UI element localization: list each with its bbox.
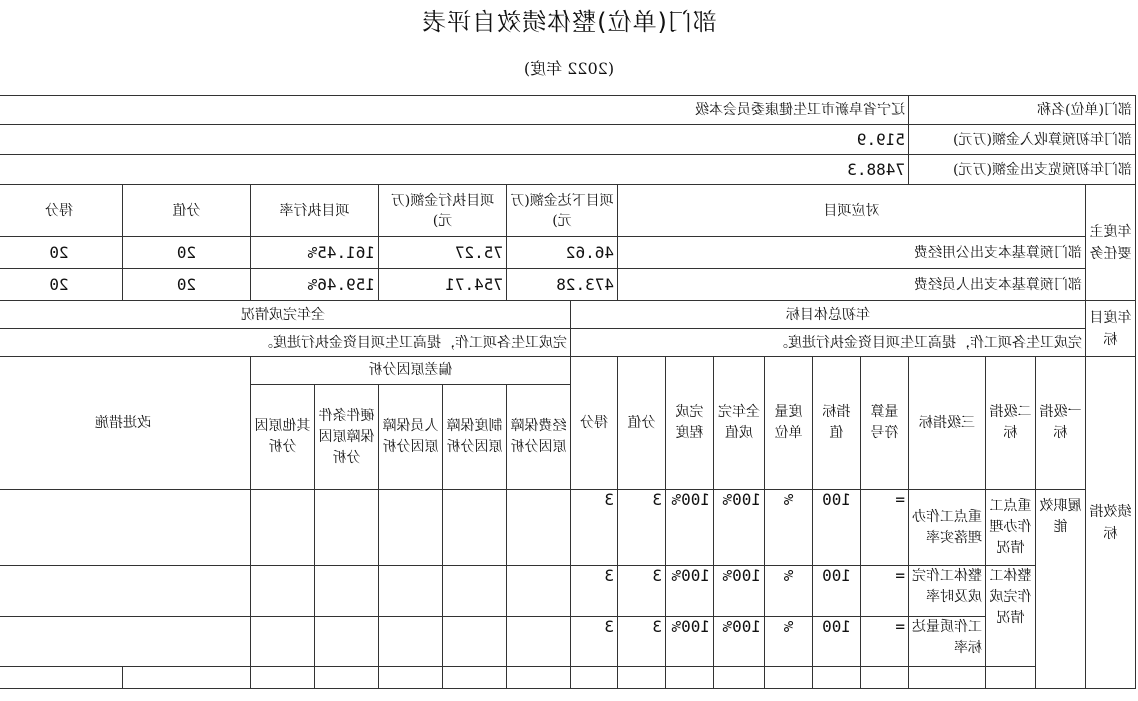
dev-system-header: 制度保障原因分析 bbox=[443, 385, 507, 490]
operator-value: = bbox=[861, 490, 909, 566]
score-value: 3 bbox=[571, 490, 618, 566]
income-row bbox=[0, 125, 1136, 155]
dev-system-cell bbox=[443, 490, 507, 566]
task-row bbox=[0, 237, 1136, 269]
blank-cell bbox=[618, 667, 666, 689]
page-title: 部门(单位)整体绩效自评表 bbox=[421, 8, 717, 36]
indicator-row-blank bbox=[0, 667, 1136, 689]
completion-degree-header: 完成程度 bbox=[666, 357, 714, 490]
completion-header: 全年完成情况 bbox=[0, 301, 571, 329]
operator-header: 量算符号 bbox=[861, 357, 909, 490]
task-project: 部门预算基本支出公用经费 bbox=[618, 237, 1086, 269]
deviation-header: 偏差原因分析 bbox=[251, 357, 571, 385]
dev-personnel-cell bbox=[379, 566, 443, 617]
task-project: 部门预算基本支出人员经费 bbox=[618, 269, 1086, 301]
task-executed: 75.27 bbox=[379, 237, 507, 269]
goals-section-label: 年度目标 bbox=[1086, 301, 1136, 357]
goals-header-row bbox=[0, 301, 1136, 329]
tasks-score-header: 得分 bbox=[0, 185, 123, 237]
score-value: 3 bbox=[571, 617, 618, 667]
indicator-row bbox=[0, 490, 1136, 566]
dev-hardware-cell bbox=[315, 617, 379, 667]
initial-goal-text: 完成卫生各项工作，提高卫生项目资金执行进度。 bbox=[571, 329, 1086, 357]
tasks-weight-header: 分值 bbox=[123, 185, 251, 237]
blank-cell bbox=[813, 667, 861, 689]
unit-value: % bbox=[765, 490, 813, 566]
actual-value: 100% bbox=[714, 490, 765, 566]
blank-cell bbox=[123, 667, 251, 689]
indicator-row bbox=[0, 566, 1136, 617]
actual-value: 100% bbox=[714, 566, 765, 617]
target-header: 指标值 bbox=[813, 357, 861, 490]
task-score: 20 bbox=[0, 237, 123, 269]
blank-cell bbox=[379, 667, 443, 689]
level3-value: 重点工作办理落实率 bbox=[909, 490, 986, 566]
dev-hardware-header: 硬件条件保障原因分析 bbox=[315, 385, 379, 490]
income-value: 519.9 bbox=[0, 125, 909, 155]
blank-cell bbox=[666, 667, 714, 689]
dev-hardware-cell bbox=[315, 566, 379, 617]
expense-row bbox=[0, 155, 1136, 185]
tasks-rate-header: 项目执行率 bbox=[251, 185, 379, 237]
task-allocated: 473.28 bbox=[507, 269, 618, 301]
blank-cell bbox=[315, 667, 379, 689]
indicator-row bbox=[0, 617, 1136, 667]
year-subtitle: (2022 年度) bbox=[523, 59, 615, 78]
task-rate: 161.45% bbox=[251, 237, 379, 269]
operator-value: = bbox=[861, 617, 909, 667]
tasks-executed-header: 项目执行金额(万元) bbox=[379, 185, 507, 237]
indicators-section-label: 绩效指标 bbox=[1086, 357, 1136, 689]
unit-name-row bbox=[0, 96, 1136, 125]
blank-cell bbox=[714, 667, 765, 689]
unit-value: % bbox=[765, 566, 813, 617]
level3-value: 整体工作完成及时率 bbox=[909, 566, 986, 617]
task-weight: 20 bbox=[123, 269, 251, 301]
dev-other-cell bbox=[251, 566, 315, 617]
dev-other-header: 其他原因分析 bbox=[251, 385, 315, 490]
initial-goal-header: 年初总体目标 bbox=[571, 301, 1086, 329]
unit-value: % bbox=[765, 617, 813, 667]
task-allocated: 46.62 bbox=[507, 237, 618, 269]
dev-system-cell bbox=[443, 566, 507, 617]
blank-cell bbox=[0, 667, 123, 689]
level1-value: 履职效能 bbox=[1036, 490, 1086, 689]
task-rate: 159.46% bbox=[251, 269, 379, 301]
tasks-section-label: 年度主要任务 bbox=[1086, 185, 1136, 301]
score-value: 3 bbox=[571, 566, 618, 617]
blank-cell bbox=[986, 667, 1036, 689]
blank-cell bbox=[909, 667, 986, 689]
task-row bbox=[0, 269, 1136, 301]
blank-cell bbox=[251, 667, 315, 689]
score-header: 得分 bbox=[571, 357, 618, 490]
weight-value: 3 bbox=[618, 566, 666, 617]
level3-value: 工作质量达标率 bbox=[909, 617, 986, 667]
tasks-header-row bbox=[0, 185, 1136, 237]
completion-text: 完成卫生各项工作，提高卫生项目资金执行进度。 bbox=[0, 329, 571, 357]
improvement-cell bbox=[0, 617, 251, 667]
completion-value: 100% bbox=[666, 566, 714, 617]
actual-value: 100% bbox=[714, 617, 765, 667]
operator-value: = bbox=[861, 566, 909, 617]
expense-label: 部门年初预览支出金额(万元) bbox=[909, 155, 1136, 185]
dev-other-cell bbox=[251, 490, 315, 566]
indicators-header-row-1 bbox=[0, 357, 1136, 385]
dev-hardware-cell bbox=[315, 490, 379, 566]
task-weight: 20 bbox=[123, 237, 251, 269]
unit-header: 度量单位 bbox=[765, 357, 813, 490]
blank-cell bbox=[571, 667, 618, 689]
dev-system-cell bbox=[443, 617, 507, 667]
blank-cell bbox=[443, 667, 507, 689]
task-executed: 754.71 bbox=[379, 269, 507, 301]
improvement-header: 改进措施 bbox=[0, 357, 251, 490]
dev-other-cell bbox=[251, 617, 315, 667]
blank-cell bbox=[765, 667, 813, 689]
level2-header: 二级指标 bbox=[986, 357, 1036, 490]
weight-value: 3 bbox=[618, 617, 666, 667]
unit-name-value: 辽宁省阜新市卫生健康委员会本级 bbox=[0, 96, 909, 125]
weight-header: 分值 bbox=[618, 357, 666, 490]
level3-header: 三级指标 bbox=[909, 357, 986, 490]
target-value: 100 bbox=[813, 617, 861, 667]
evaluation-table bbox=[0, 95, 1136, 689]
goals-text-row bbox=[0, 329, 1136, 357]
income-label: 部门年初预算收入金额(万元) bbox=[909, 125, 1136, 155]
dev-funding-cell bbox=[507, 566, 571, 617]
level2-value: 重点工作办理情况 bbox=[986, 490, 1036, 566]
dev-personnel-header: 人员保障原因分析 bbox=[379, 385, 443, 490]
dev-funding-cell bbox=[507, 617, 571, 667]
target-value: 100 bbox=[813, 490, 861, 566]
improvement-cell bbox=[0, 490, 251, 566]
blank-cell bbox=[507, 667, 571, 689]
actual-header: 全年完成值 bbox=[714, 357, 765, 490]
weight-value: 3 bbox=[618, 490, 666, 566]
expense-value: 7488.3 bbox=[0, 155, 909, 185]
task-score: 20 bbox=[0, 269, 123, 301]
dev-funding-header: 经费保障原因分析 bbox=[507, 385, 571, 490]
level1-header: 一级指标 bbox=[1036, 357, 1086, 490]
blank-cell bbox=[861, 667, 909, 689]
level2-value: 整体工作完成情况 bbox=[986, 566, 1036, 667]
tasks-project-header: 对应项目 bbox=[618, 185, 1086, 237]
dev-personnel-cell bbox=[379, 490, 443, 566]
unit-name-label: 部门(单位)名称 bbox=[909, 96, 1136, 125]
dev-personnel-cell bbox=[379, 617, 443, 667]
dev-funding-cell bbox=[507, 490, 571, 566]
completion-value: 100% bbox=[666, 617, 714, 667]
improvement-cell bbox=[0, 566, 251, 617]
target-value: 100 bbox=[813, 566, 861, 617]
completion-value: 100% bbox=[666, 490, 714, 566]
tasks-allocated-header: 项目下达金额(万元) bbox=[507, 185, 618, 237]
